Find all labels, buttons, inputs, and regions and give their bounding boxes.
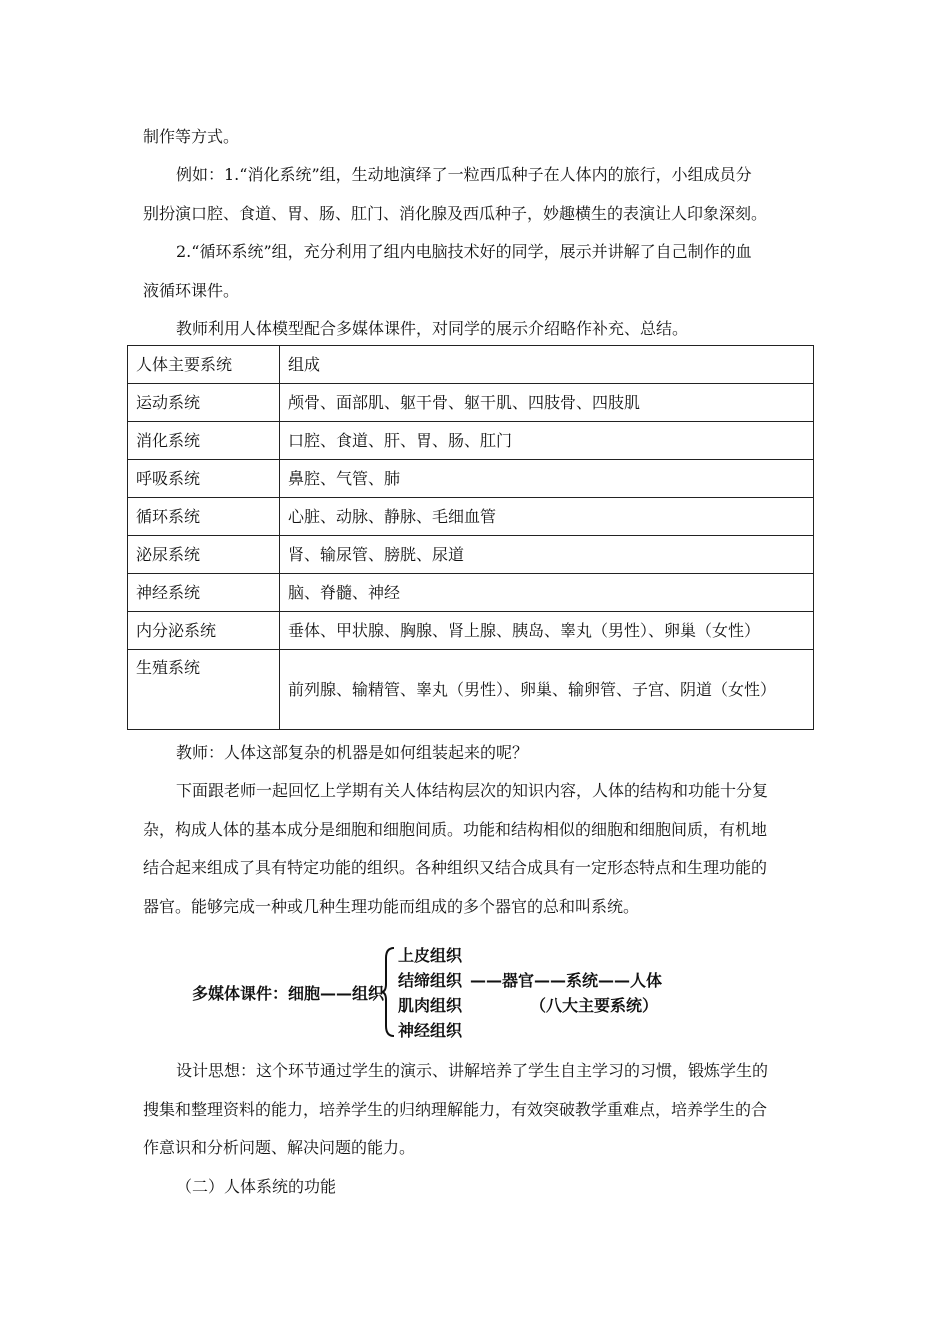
body-systems-table bbox=[127, 345, 814, 730]
paragraph-7-line-1: 设计思想：这个环节通过学生的演示、讲解培养了学生自主学习的习惯，锻炼学生的 bbox=[176, 1061, 769, 1080]
table-row bbox=[128, 384, 814, 422]
paragraph-1: 制作等方式。 bbox=[143, 127, 240, 146]
system-name-cell: 神经系统 bbox=[128, 574, 280, 612]
diagram-organ-chain: ——器官——系统——人体 bbox=[470, 971, 663, 990]
system-parts-cell: 肾、输尿管、膀胱、尿道 bbox=[280, 536, 814, 574]
table-row bbox=[128, 536, 814, 574]
table-header-cell: 组成 bbox=[280, 346, 814, 384]
system-parts-cell: 颅骨、面部肌、躯干骨、躯干肌、四肢骨、四肢肌 bbox=[280, 384, 814, 422]
paragraph-3-line-1: 2.“循环系统”组，充分利用了组内电脑技术好的同学，展示并讲解了自己制作的血 bbox=[176, 242, 752, 261]
section-heading: （二）人体系统的功能 bbox=[176, 1177, 337, 1196]
paragraph-2-line-2: 别扮演口腔、食道、胃、肠、肛门、消化腺及西瓜种子，妙趣横生的表演让人印象深刻。 bbox=[143, 204, 768, 223]
system-name-cell: 循环系统 bbox=[128, 498, 280, 536]
tissue-connective: 结缔组织 bbox=[398, 971, 463, 990]
system-parts-cell: 前列腺、输精管、睾丸（男性）、卵巢、输卵管、子宫、阴道（女性） bbox=[280, 650, 814, 730]
table-row bbox=[128, 498, 814, 536]
table-header-row bbox=[128, 346, 814, 384]
system-name-cell: 生殖系统 bbox=[128, 650, 280, 730]
paragraph-6-line-1: 下面跟老师一起回忆上学期有关人体结构层次的知识内容，人体的结构和功能十分复 bbox=[176, 781, 769, 800]
system-name-cell: 内分泌系统 bbox=[128, 612, 280, 650]
system-name-cell: 运动系统 bbox=[128, 384, 280, 422]
table-row bbox=[128, 574, 814, 612]
table-row bbox=[128, 422, 814, 460]
tissue-epithelial: 上皮组织 bbox=[398, 946, 463, 965]
system-parts-cell: 心脏、动脉、静脉、毛细血管 bbox=[280, 498, 814, 536]
system-name-cell: 呼吸系统 bbox=[128, 460, 280, 498]
paragraph-6-line-3: 结合起来组成了具有特定功能的组织。各种组织又结合成具有一定形态特点和生理功能的 bbox=[143, 858, 768, 877]
paragraph-7-line-3: 作意识和分析问题、解决问题的能力。 bbox=[143, 1138, 416, 1157]
tissue-muscle: 肌肉组织 bbox=[398, 996, 463, 1015]
table-row bbox=[128, 612, 814, 650]
paragraph-4: 教师利用人体模型配合多媒体课件，对同学的展示介绍略作补充、总结。 bbox=[176, 319, 689, 338]
paragraph-5: 教师：人体这部复杂的机器是如何组装起来的呢？ bbox=[176, 743, 529, 762]
table-row bbox=[128, 460, 814, 498]
table-header-cell: 人体主要系统 bbox=[128, 346, 280, 384]
system-parts-cell: 脑、脊髓、神经 bbox=[280, 574, 814, 612]
paragraph-6-line-4: 器官。能够完成一种或几种生理功能而组成的多个器官的总和叫系统。 bbox=[143, 897, 640, 916]
system-name-cell: 消化系统 bbox=[128, 422, 280, 460]
table-row bbox=[128, 650, 814, 730]
tissue-nerve: 神经组织 bbox=[398, 1021, 463, 1040]
system-parts-cell: 垂体、甲状腺、胸腺、肾上腺、胰岛、睾丸（男性）、卵巢（女性） bbox=[280, 612, 814, 650]
system-parts-cell: 鼻腔、气管、肺 bbox=[280, 460, 814, 498]
diagram-eight-systems-note: （八大主要系统） bbox=[530, 996, 659, 1015]
system-parts-cell: 口腔、食道、肝、胃、肠、肛门 bbox=[280, 422, 814, 460]
paragraph-6-line-2: 杂，构成人体的基本成分是细胞和细胞间质。功能和结构相似的细胞和细胞间质，有机地 bbox=[143, 820, 768, 839]
paragraph-7-line-2: 搜集和整理资料的能力，培养学生的归纳理解能力，有效突破教学重难点，培养学生的合 bbox=[143, 1100, 768, 1119]
paragraph-2-line-1: 例如：1.“消化系统”组，生动地演绎了一粒西瓜种子在人体内的旅行，小组成员分 bbox=[176, 165, 752, 184]
curly-brace-icon bbox=[380, 946, 396, 1038]
system-name-cell: 泌尿系统 bbox=[128, 536, 280, 574]
paragraph-3-line-2: 液循环课件。 bbox=[143, 281, 240, 300]
diagram-cell-to-tissue: 多媒体课件：细胞——组织 bbox=[192, 984, 385, 1003]
